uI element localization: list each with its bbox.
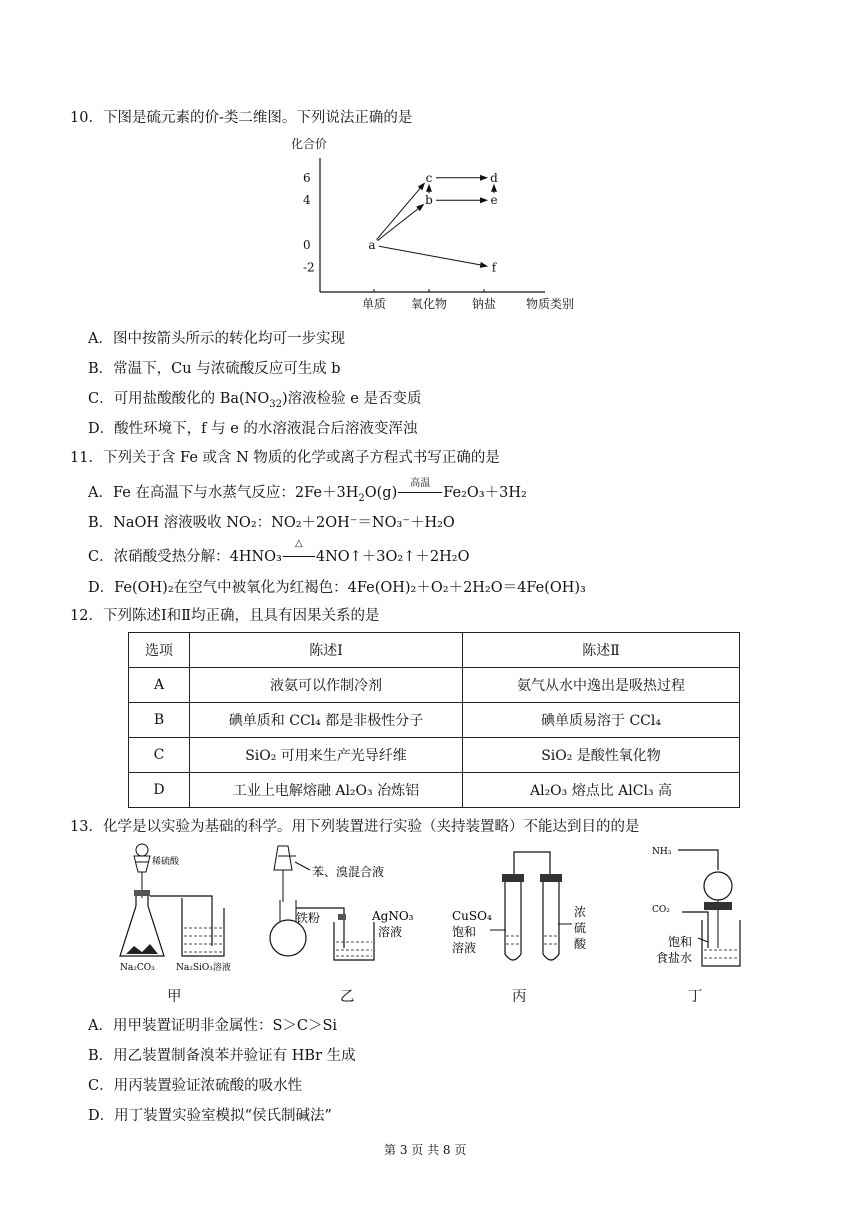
apparatus-ding [648,838,758,974]
y-tick-label: -2 [303,260,315,275]
ding-label-nh3: NH₃ [652,847,672,857]
q12-table [128,632,740,808]
bing-label-solution: 溶液 [452,941,477,955]
bing-label-cuso4: CuSO₄ [452,909,492,923]
q10-stem: 10．下图是硫元素的价-类二维图。下列说法正确的是 [70,110,413,126]
table-cell: 碘单质易溶于 CCl₄ [463,703,740,738]
table-cell: 碘单质和 CCl₄ 都是非极性分子 [190,703,463,738]
valence-class-chart [285,134,595,316]
y-tick-label: 6 [303,170,311,185]
yi-label-agno3: AgNO₃ [372,909,414,923]
apparatus-yi [260,842,430,972]
q10-option-a: A．图中按箭头所示的转化均可一步实现 [88,331,345,347]
ding-label-brine: 食盐水 [656,951,693,965]
caption-yi: 乙 [340,989,355,1005]
ding-label-saturated: 饱和 [668,935,693,949]
caption-jia: 甲 [167,989,182,1005]
table-header-row [129,633,740,668]
q10-option-b: B．常温下，Cu 与浓硫酸反应可生成 b [88,361,341,377]
table-header-cell: 陈述Ⅱ [463,633,740,668]
chart-ylabel: 化合价 [291,137,328,151]
table-cell: B [129,703,190,738]
x-category-label: 钠盐 [471,297,497,311]
x-category-label: 单质 [361,297,387,311]
q13-option-b: B．用乙装置制备溴苯并验证有 HBr 生成 [88,1048,356,1064]
jia-label-beaker: Na₂SiO₃溶液 [176,963,231,973]
yi-label-solution: 溶液 [378,925,403,939]
table-cell: SiO₂ 是酸性氧化物 [463,738,740,773]
point-label-c: c [425,170,433,185]
point-label-f: f [491,260,497,275]
table-header-cell: 选项 [129,633,190,668]
table-row [129,773,740,808]
point-label-a: a [368,238,376,252]
table-cell: D [129,773,190,808]
table-cell: 液氨可以作制冷剂 [190,668,463,703]
apparatus-bing [450,846,600,972]
table-cell: Al₂O₃ 熔点比 AlCl₃ 高 [463,773,740,808]
y-tick-label: 0 [303,238,311,252]
q12-stem: 12．下列陈述Ⅰ和Ⅱ均正确，且具有因果关系的是 [70,608,380,624]
q11-option-c: C．浓硝酸受热分解：4HNO₃ △ 4NO↑＋3O₂↑＋2H₂O [88,538,470,565]
jia-label-acid: 稀硫酸 [152,857,180,867]
chart-xlabel: 物质类别 [526,297,575,311]
arrow-a-f [379,246,487,266]
page-footer: 第 3 页 共 8 页 [384,1143,467,1157]
caption-ding: 丁 [688,989,703,1005]
apparatus-jia [112,838,242,978]
q13-option-d: D．用丁装置实验室模拟“侯氏制碱法” [88,1108,332,1124]
table-cell: C [129,738,190,773]
q10-option-d: D．酸性环境下，f 与 e 的水溶液混合后溶液变浑浊 [88,421,418,437]
table-cell: A [129,668,190,703]
q11-option-a: A．Fe 在高温下与水蒸气反应：$2Fe+3H_2O(g)$ 高温 Fe₂O₃＋3H₂ [88,478,527,504]
table-row [129,738,740,773]
point-label-d: d [490,170,498,185]
q13-stem: 13．化学是以实验为基础的科学。用下列装置进行实验（夹持装置略）不能达到目的的是 [70,819,640,835]
q13-option-c: C．用丙装置验证浓硫酸的吸水性 [88,1078,303,1094]
caption-bing: 丙 [512,989,527,1005]
table-row [129,703,740,738]
bing-label-acid-1: 浓 [574,905,587,919]
arrow-a-c [377,183,425,240]
yi-label-iron: 铁粉 [296,911,321,925]
yi-label-mixture: 苯、溴混合液 [312,865,385,879]
table-cell: 氨气从水中逸出是吸热过程 [463,668,740,703]
q13-option-a: A．用甲装置证明非金属性：S＞C＞Si [88,1018,338,1034]
point-label-e: e [490,193,498,208]
table-cell: SiO₂ 可用来生产光导纤维 [190,738,463,773]
jia-label-flask: Na₂CO₃ [120,963,155,973]
arrow-a-b [378,205,424,241]
x-category-label: 氧化物 [410,297,448,311]
q11-option-d: D．Fe(OH)₂在空气中被氧化为红褐色：4Fe(OH)₂＋O₂＋2H₂O＝4Fe(OH)₃ [88,580,586,596]
ding-label-co2: CO₂ [652,905,670,915]
table-header-cell: 陈述Ⅰ [190,633,463,668]
q11-option-b: B．NaOH 溶液吸收 NO₂：NO₂＋2OH⁻＝NO₃⁻＋H₂O [88,515,455,531]
bing-label-saturated: 饱和 [452,925,477,939]
bing-label-acid-3: 酸 [574,937,587,951]
bing-label-acid-2: 硫 [574,921,587,935]
point-label-b: b [425,193,433,208]
q10-option-c: C．可用盐酸酸化的 $Ba(NO_{32})$溶液检验 e 是否变质 [88,391,422,410]
table-row [129,668,740,703]
y-tick-label: 4 [303,193,311,208]
q11-stem: 11．下列关于含 Fe 或含 N 物质的化学或离子方程式书写正确的是 [70,450,500,466]
table-cell: 工业上电解熔融 Al₂O₃ 冶炼铝 [190,773,463,808]
